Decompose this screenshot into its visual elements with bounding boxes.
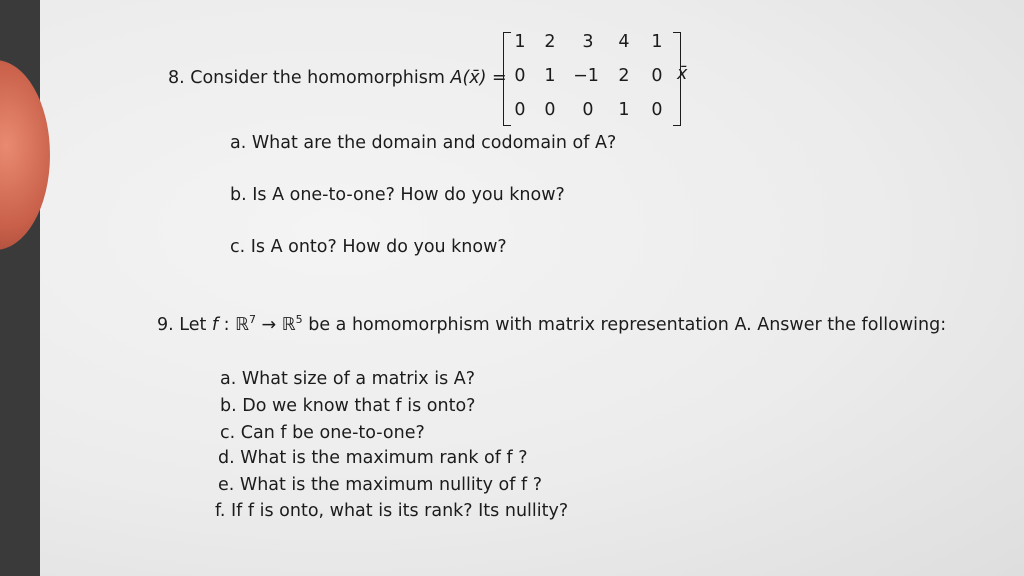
matrix-cell: 2 — [618, 66, 630, 86]
vector-x: x̄ — [677, 64, 688, 84]
q9-function: f — [211, 315, 219, 335]
matrix-cell: 0 — [582, 100, 594, 120]
matrix-cell: 2 — [544, 32, 556, 52]
q8-part-b: b. Is A one-to-one? How do you know? — [230, 185, 565, 205]
matrix-cell: 1 — [651, 32, 663, 52]
q9-item-f: f. If f is onto, what is its rank? Its nullity? — [215, 501, 569, 521]
q9-item-d: d. What is the maximum rank of f ? — [218, 448, 528, 468]
matrix-cell: 1 — [618, 100, 630, 120]
q9-domain-exponent: 7 — [248, 313, 256, 326]
matrix-cell: 0 — [651, 66, 663, 86]
q8-intro-text: 8. Consider the homomorphism — [168, 68, 451, 88]
q9-arrow: → — [255, 315, 282, 335]
matrix-cell: 0 — [651, 100, 663, 120]
matrix-cell: 0 — [514, 100, 526, 120]
q9-domain-set: ℝ — [235, 315, 249, 335]
matrix-cell: 0 — [514, 66, 526, 86]
matrix-cell: 1 — [514, 32, 526, 52]
matrix-cell: −1 — [573, 66, 599, 86]
q9-item-c: c. Can f be one-to-one? — [220, 423, 425, 443]
q9-item-b: b. Do we know that f is onto? — [220, 396, 476, 416]
matrix-cell: 1 — [544, 66, 556, 86]
matrix — [503, 32, 681, 124]
q9-colon: : — [218, 315, 236, 335]
q8-part-c: c. Is A onto? How do you know? — [230, 237, 507, 257]
q9-codomain-set: ℝ — [281, 315, 296, 335]
matrix-cell: 0 — [544, 100, 556, 120]
q9-item-e: e. What is the maximum nullity of f ? — [218, 475, 542, 495]
matrix-cell: 4 — [618, 32, 630, 52]
q8-part-a: a. What are the domain and codomain of A? — [230, 133, 617, 153]
q9-prefix: 9. Let — [157, 315, 212, 335]
matrix-cell: 3 — [582, 32, 594, 52]
q9-prompt — [157, 313, 947, 335]
q8-function: A(x̄) = — [450, 68, 507, 88]
q8-intro — [168, 70, 507, 88]
q9-codomain-exponent: 5 — [295, 313, 303, 326]
q9-item-a: a. What size of a matrix is A? — [220, 369, 476, 389]
q9-suffix: be a homomorphism with matrix representation A. Answer the following: — [302, 315, 947, 335]
